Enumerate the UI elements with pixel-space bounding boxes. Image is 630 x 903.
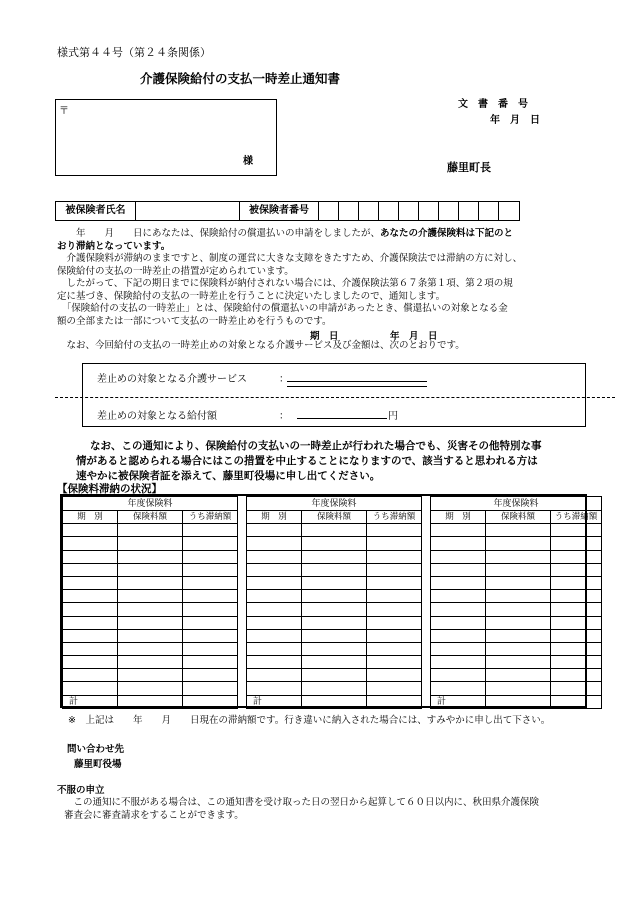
table-cell[interactable] (486, 669, 551, 682)
table-cell[interactable] (302, 629, 367, 642)
table-cell[interactable] (183, 656, 238, 669)
table-cell[interactable] (486, 682, 551, 695)
table-cell[interactable] (302, 656, 367, 669)
table-cell[interactable] (63, 590, 118, 603)
table-cell[interactable] (183, 524, 238, 537)
table-row (63, 590, 602, 603)
table-cell[interactable] (63, 642, 118, 655)
contact-office: 藤里町役場 (74, 759, 122, 770)
table-cell[interactable] (302, 616, 367, 629)
table-cell[interactable] (63, 656, 118, 669)
table-cell[interactable] (367, 656, 422, 669)
table-cell[interactable] (367, 524, 422, 537)
insured-number-digit[interactable] (359, 202, 379, 220)
table-cell[interactable] (63, 537, 118, 550)
table-cell[interactable] (486, 656, 551, 669)
table-cell[interactable] (302, 669, 367, 682)
table-cell[interactable] (302, 576, 367, 589)
col-period: 期 別 (63, 511, 118, 524)
table-cell[interactable] (183, 576, 238, 589)
table-cell[interactable] (247, 550, 302, 563)
table-cell[interactable] (431, 682, 486, 695)
deadline-label: 期 日 (310, 331, 339, 342)
table-cell[interactable] (551, 642, 602, 655)
table-cell[interactable] (118, 576, 183, 589)
col-premium: 保険料額 (486, 511, 551, 524)
honorific: 様 (243, 156, 253, 167)
table-cell[interactable] (247, 616, 302, 629)
table-cell[interactable] (247, 563, 302, 576)
insured-number-digit[interactable] (339, 202, 359, 220)
table-cell[interactable] (247, 524, 302, 537)
table-cell[interactable] (431, 656, 486, 669)
table-cell[interactable] (247, 576, 302, 589)
col-period: 期 別 (247, 511, 302, 524)
table-cell[interactable] (63, 629, 118, 642)
table-cell[interactable] (302, 550, 367, 563)
table-cell[interactable] (431, 629, 486, 642)
contact-label: 問い合わせ先 (67, 744, 125, 755)
table-row (63, 563, 602, 576)
col-arrears: うち滞納額 (551, 511, 602, 524)
arrears-rows (63, 524, 602, 695)
appeal-heading: 不服の申立 (57, 785, 105, 796)
table-cell[interactable] (367, 576, 422, 589)
table-cell[interactable] (486, 576, 551, 589)
body-paragraph: 年 月 日にあなたは、保険給付の償還払いの申請をしましたが、あなたの介護保険料は下記のと おり滞納となっています。 介護保険料が滞納のままですと、制度の運営に大きな支障をきたすため、介護保険法では滞納の方に対し、 保険給付の支払の一時差止の措置が定められています。 したがって、下記の期日までに保険料が納付されない場合には、介護保険法第６７条第１項、第２項の規 定に基づき、保険給付の支払の一時差止を行うことに決定いたしましたので、通知します。 「保険給付の支払の一時差止」とは、保険給付の償還払いの申請があったとき、償還払いの対象となる金 額の全部または一部について支払の一時差止めを行うものです。 (57, 228, 523, 327)
yen-unit: 円 (388, 411, 398, 422)
body-line: なお、今回給付の支払の一時差止めの対象となる介護サービス及び金額は、次のとおりです。 (57, 340, 465, 351)
table-cell[interactable] (183, 550, 238, 563)
table-cell[interactable] (118, 669, 183, 682)
issuer: 藤里町長 (447, 161, 491, 174)
table-cell[interactable] (431, 550, 486, 563)
total-label: 計 (247, 695, 302, 708)
table-cell[interactable] (551, 524, 602, 537)
table-cell[interactable] (118, 682, 183, 695)
arrears-heading: 【保険料滞納の状況】 (57, 483, 162, 495)
table-cell[interactable] (302, 642, 367, 655)
suspension-details-box (82, 363, 586, 427)
table-cell[interactable] (551, 669, 602, 682)
amount-input[interactable] (297, 407, 387, 419)
table-cell[interactable] (63, 576, 118, 589)
year-premium-header: 年度保険料 (247, 497, 422, 511)
table-cell[interactable] (551, 576, 602, 589)
table-row (63, 537, 602, 550)
insured-number-digit[interactable] (379, 202, 399, 220)
table-cell[interactable] (183, 590, 238, 603)
table-cell[interactable] (551, 590, 602, 603)
table-cell[interactable] (486, 563, 551, 576)
table-cell[interactable] (551, 550, 602, 563)
form-number: 様式第４４号（第２４条関係） (57, 46, 211, 59)
table-cell[interactable] (431, 669, 486, 682)
table-cell[interactable] (367, 682, 422, 695)
table-cell[interactable] (367, 616, 422, 629)
insured-number-digit[interactable] (439, 202, 459, 220)
table-cell[interactable] (551, 563, 602, 576)
page-title: 介護保険給付の支払一時差止通知書 (140, 71, 341, 86)
insured-number-label: 被保険者番号 (240, 202, 319, 220)
table-cell[interactable] (551, 656, 602, 669)
table-cell[interactable] (63, 524, 118, 537)
table-row (63, 576, 602, 589)
table-cell[interactable] (183, 537, 238, 550)
insured-number-digit[interactable] (479, 202, 499, 220)
table-row (63, 682, 602, 695)
footnote: ※ 上記は 年 月 日現在の滞納額です。行き違いに納入された場合には、すみやかに申し出て下さい。 (68, 715, 551, 726)
arrears-table (62, 496, 602, 709)
insured-info-row (55, 201, 520, 221)
table-cell[interactable] (431, 537, 486, 550)
table-cell[interactable] (118, 550, 183, 563)
col-premium: 保険料額 (118, 511, 183, 524)
year-premium-header: 年度保険料 (63, 497, 238, 511)
table-cell[interactable] (183, 563, 238, 576)
table-cell[interactable] (367, 603, 422, 616)
table-cell[interactable] (247, 656, 302, 669)
table-cell[interactable] (302, 563, 367, 576)
insured-name-field[interactable] (136, 202, 240, 220)
table-cell[interactable] (302, 603, 367, 616)
table-cell[interactable] (367, 550, 422, 563)
table-cell[interactable] (247, 590, 302, 603)
table-row (63, 550, 602, 563)
table-cell[interactable] (431, 603, 486, 616)
table-cell[interactable] (367, 563, 422, 576)
table-cell[interactable] (118, 590, 183, 603)
table-cell[interactable] (486, 642, 551, 655)
table-cell[interactable] (431, 576, 486, 589)
table-cell[interactable] (302, 537, 367, 550)
deadline-date: 年 月 日 (390, 331, 438, 342)
table-cell[interactable] (63, 682, 118, 695)
table-cell[interactable] (431, 616, 486, 629)
service-input[interactable] (287, 369, 427, 382)
table-cell[interactable] (486, 603, 551, 616)
table-cell[interactable] (183, 603, 238, 616)
col-arrears: うち滞納額 (183, 511, 238, 524)
table-cell[interactable] (118, 642, 183, 655)
table-cell[interactable] (247, 629, 302, 642)
table-cell[interactable] (486, 524, 551, 537)
table-row (63, 669, 602, 682)
year-premium-header: 年度保険料 (431, 497, 602, 511)
table-row (63, 629, 602, 642)
table-cell[interactable] (431, 590, 486, 603)
insured-number-digit[interactable] (319, 202, 339, 220)
table-cell[interactable] (118, 563, 183, 576)
table-cell[interactable] (302, 682, 367, 695)
table-cell[interactable] (486, 616, 551, 629)
table-cell[interactable] (367, 669, 422, 682)
table-cell[interactable] (431, 563, 486, 576)
table-cell[interactable] (551, 603, 602, 616)
insured-number-digit[interactable] (499, 202, 519, 220)
amount-colon: ： (279, 411, 289, 422)
document-number-label: 文 書 番 号 (458, 99, 528, 110)
service-colon: ： (279, 374, 289, 385)
table-cell[interactable] (247, 669, 302, 682)
table-cell[interactable] (486, 550, 551, 563)
table-row (63, 616, 602, 629)
table-cell[interactable] (183, 616, 238, 629)
table-cell[interactable] (118, 524, 183, 537)
table-cell[interactable] (367, 590, 422, 603)
table-cell[interactable] (118, 603, 183, 616)
table-cell[interactable] (367, 642, 422, 655)
insured-name-label: 被保険者氏名 (56, 202, 136, 220)
total-label: 計 (431, 695, 486, 708)
insured-number-digit[interactable] (399, 202, 419, 220)
table-cell[interactable] (247, 682, 302, 695)
table-cell[interactable] (63, 563, 118, 576)
table-cell[interactable] (63, 550, 118, 563)
table-cell[interactable] (486, 629, 551, 642)
table-cell[interactable] (367, 629, 422, 642)
table-cell[interactable] (551, 616, 602, 629)
table-cell[interactable] (183, 642, 238, 655)
table-row (63, 656, 602, 669)
table-cell[interactable] (118, 656, 183, 669)
service-label: 差止めの対象となる介護サービス (97, 374, 247, 385)
total-label: 計 (63, 695, 118, 708)
postal-mark: 〒 (59, 106, 69, 117)
divider (55, 397, 615, 398)
table-cell[interactable] (247, 537, 302, 550)
table-cell[interactable] (486, 537, 551, 550)
col-premium: 保険料額 (302, 511, 367, 524)
table-row (63, 524, 602, 537)
address-box (55, 99, 277, 176)
table-row (63, 642, 602, 655)
insured-number-digit[interactable] (419, 202, 439, 220)
col-period: 期 別 (431, 511, 486, 524)
table-cell[interactable] (302, 590, 367, 603)
table-cell[interactable] (63, 616, 118, 629)
col-arrears: うち滞納額 (367, 511, 422, 524)
appeal-text: この通知に不服がある場合は、この通知書を受け取った日の翌日から起算して６０日以内に、秋田県介護保険 審査会に審査請求をすることができます。 (64, 797, 540, 821)
table-cell[interactable] (431, 524, 486, 537)
table-cell[interactable] (183, 682, 238, 695)
table-cell[interactable] (118, 616, 183, 629)
table-cell[interactable] (247, 642, 302, 655)
table-cell[interactable] (302, 524, 367, 537)
table-row (63, 603, 602, 616)
date-label: 年 月 日 (490, 115, 540, 126)
table-cell[interactable] (63, 603, 118, 616)
table-cell[interactable] (183, 669, 238, 682)
table-cell[interactable] (486, 590, 551, 603)
table-cell[interactable] (118, 629, 183, 642)
table-cell[interactable] (551, 537, 602, 550)
table-cell[interactable] (63, 669, 118, 682)
table-cell[interactable] (118, 537, 183, 550)
amount-label: 差止めの対象となる給付額 (97, 411, 217, 422)
table-cell[interactable] (183, 629, 238, 642)
table-cell[interactable] (551, 682, 602, 695)
special-circumstances-notice: なお、この通知により、保険給付の支払いの一時差止が行われた場合でも、災害その他特別な事 情があると認められる場合にはこの措置を中止することになりますので、該当すると思われる方は 速やかに被保険者証を添えて、藤里町役場に申し出てください。 (76, 440, 542, 482)
table-cell[interactable] (367, 537, 422, 550)
table-cell[interactable] (247, 603, 302, 616)
table-cell[interactable] (431, 642, 486, 655)
table-cell[interactable] (551, 629, 602, 642)
service-input-line (287, 385, 427, 387)
insured-number-digit[interactable] (459, 202, 479, 220)
